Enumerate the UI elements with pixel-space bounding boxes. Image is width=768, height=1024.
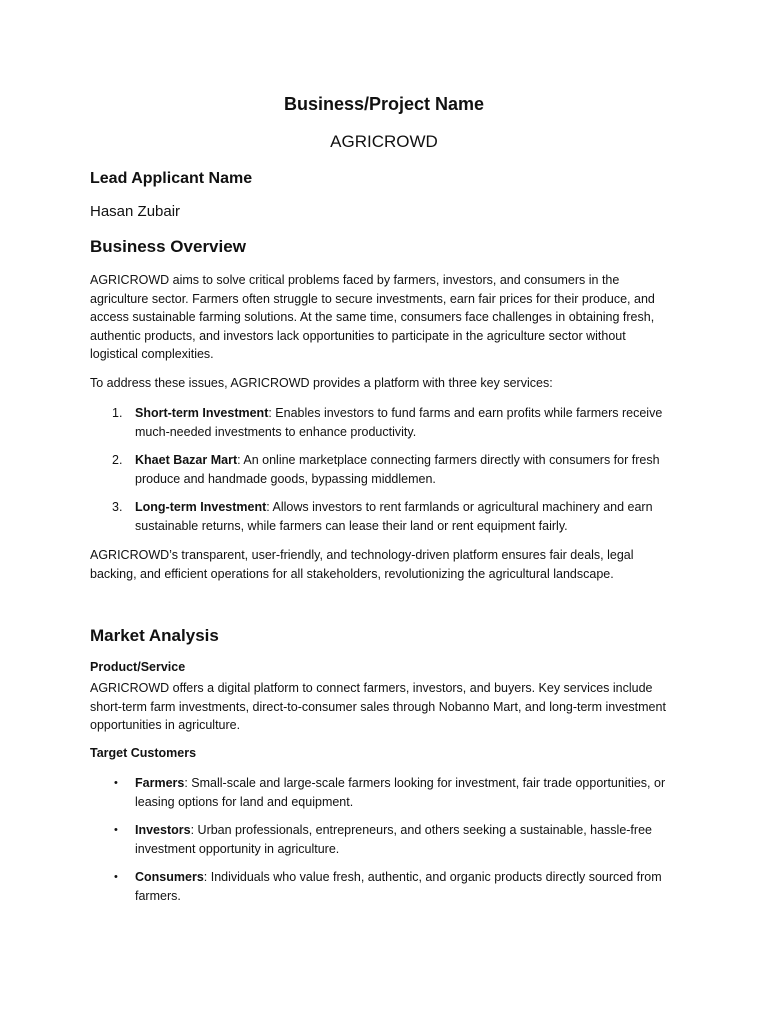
overview-paragraph-2: To address these issues, AGRICROWD provides a platform with three key services: — [90, 376, 553, 390]
overview-paragraph-3: AGRICROWD’s transparent, user-friendly, and technology-driven platform ensures fair deals, legal backing, and efficient operations for all stakeholders, revolutionizing the agricultural landscape. — [90, 548, 634, 581]
service-description: : An online marketplace connecting farmers directly with consumers for fresh produce and handmade goods, bypassing middlemen. — [135, 453, 660, 486]
list-item — [90, 451, 674, 488]
product-service-heading: Product/Service — [90, 660, 186, 674]
page-title: Business/Project Name — [283, 94, 485, 114]
customer-title: Consumers — [135, 870, 204, 885]
service-description: : Allows investors to rent farmlands or agricultural machinery and earn sustainable returns, while farmers can lease their land or rent equipment fairly. — [135, 500, 653, 533]
target-customers-heading: Target Customers — [90, 746, 197, 760]
overview-paragraph-1: AGRICROWD aims to solve critical problems faced by farmers, investors, and consumers in the agriculture sector. Farmers often struggle to secure investments, earn fair prices for their produce, and access sustainable farming solutions. At the same time, consumers face challenges in obtaining fresh, authentic products, and investors lack opportunities to participate in the agriculture sector without logistical complexities. — [90, 273, 655, 362]
market-analysis-heading: Market Analysis — [90, 626, 219, 645]
customer-description: : Small-scale and large-scale farmers looking for investment, fair trade opportunities, or leasing options for land and equipment. — [135, 776, 666, 809]
bullet: • — [114, 777, 118, 789]
lead-applicant-name: Hasan Zubair — [90, 203, 181, 220]
list-item — [90, 868, 674, 905]
bullet: • — [114, 871, 118, 884]
customer-description: : Urban professionals, entrepreneurs, and others seeking a sustainable, hassle-free investment opportunity in agriculture. — [135, 823, 652, 856]
lead-applicant-heading: Lead Applicant Name — [90, 170, 253, 187]
list-number: 3. — [112, 500, 123, 515]
business-overview-heading: Business Overview — [90, 237, 246, 256]
project-name: AGRICROWD — [330, 132, 438, 151]
services-list — [90, 404, 674, 546]
customer-title: Investors — [135, 823, 191, 838]
list-item — [90, 404, 674, 441]
service-title: Khaet Bazar Mart — [135, 453, 238, 468]
customer-title: Farmers — [135, 776, 185, 790]
service-title: Short-term Investment — [135, 406, 269, 420]
service-title: Long-term Investment — [135, 500, 267, 515]
bullet: • — [114, 824, 118, 837]
customers-list — [90, 774, 674, 916]
list-number: 1. — [112, 406, 123, 420]
product-service-text: AGRICROWD offers a digital platform to connect farmers, investors, and buyers. Key services include short-term farm investments, direct-to-consumer sales through Nobanno Mart, and long-term investment opportunities in agriculture. — [90, 681, 666, 733]
list-number: 2. — [112, 453, 123, 468]
service-description: : Enables investors to fund farms and earn profits while farmers receive much-needed investments to enhance productivity. — [135, 406, 663, 439]
list-item — [90, 774, 674, 811]
customer-description: : Individuals who value fresh, authentic, and organic products directly sourced from farmers. — [135, 870, 662, 903]
list-item — [90, 498, 674, 535]
list-item — [90, 821, 674, 858]
